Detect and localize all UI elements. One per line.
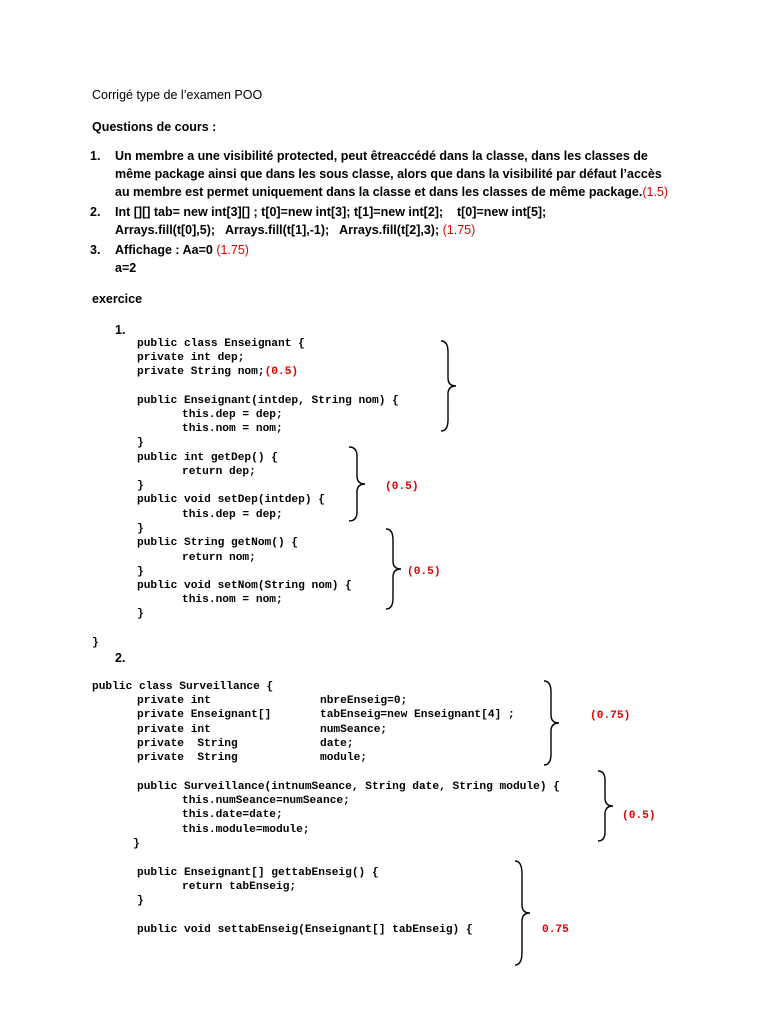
code-line: public class Surveillance { bbox=[92, 681, 274, 693]
question-3 bbox=[90, 241, 675, 277]
code-line: public class Enseignant { bbox=[137, 338, 305, 350]
curly-brace bbox=[348, 446, 370, 522]
code-line: return tabEnseig; bbox=[182, 881, 297, 893]
curly-brace bbox=[440, 340, 460, 432]
question-answer-line: Arrays.fill(t[0],5); Arrays.fill(t[1],-1); Arrays.fill(t[2],3); bbox=[115, 223, 440, 237]
code-line: } bbox=[137, 895, 144, 907]
code-line: private int bbox=[137, 724, 211, 736]
code-score: (0.5) bbox=[264, 366, 299, 378]
code-line: tabEnseig=new Enseignant[4] ; bbox=[320, 709, 515, 721]
code-score: 0.75 bbox=[542, 924, 569, 936]
code-line: public Surveillance(intnumSeance, String date, String module) { bbox=[137, 781, 560, 793]
code-line: public void settabEnseig(Enseignant[] tabEnseig) { bbox=[137, 924, 473, 936]
code-line: return nom; bbox=[182, 552, 256, 564]
question-answer-line: Int [][] tab= new int[3][] ; t[0]=new int[3]; t[1]=new int[2]; t[0]=new int[5]; bbox=[115, 205, 547, 219]
code-line: public Enseignant[] gettabEnseig() { bbox=[137, 867, 379, 879]
code-line: public Enseignant(intdep, String nom) { bbox=[137, 395, 399, 407]
code-line: return dep; bbox=[182, 466, 256, 478]
exercise-part-1-number: 1. bbox=[115, 323, 126, 337]
code-line: this.module=module; bbox=[182, 824, 310, 836]
exercise-title: exercice bbox=[92, 292, 143, 306]
code-line: } bbox=[137, 523, 144, 535]
code-line: } bbox=[137, 566, 144, 578]
document-title: Corrigé type de l’examen POO bbox=[92, 88, 263, 102]
code-line: date; bbox=[320, 738, 354, 750]
question-number: 3. bbox=[90, 243, 101, 257]
question-score: (1.5) bbox=[642, 185, 669, 199]
question-1 bbox=[90, 147, 675, 201]
code-line: public void setDep(intdep) { bbox=[137, 494, 325, 506]
code-line: } bbox=[137, 480, 144, 492]
curly-brace bbox=[597, 770, 619, 842]
code-line: this.nom = nom; bbox=[182, 594, 283, 606]
code-line: public void setNom(String nom) { bbox=[137, 580, 352, 592]
curly-brace bbox=[385, 528, 407, 610]
curly-brace bbox=[514, 860, 536, 966]
code-line: private int bbox=[137, 695, 211, 707]
question-number: 2. bbox=[90, 205, 101, 219]
code-line: this.date=date; bbox=[182, 809, 283, 821]
exercise-part-2-number: 2. bbox=[115, 651, 126, 665]
code-line: public String getNom() { bbox=[137, 537, 299, 549]
code-line: } bbox=[137, 437, 144, 449]
code-line: } bbox=[133, 838, 140, 850]
question-answer-line: Affichage : Aa=0 bbox=[115, 243, 213, 257]
code-line: private String bbox=[137, 752, 238, 764]
code-line: } bbox=[137, 608, 144, 620]
code-line: private Enseignant[] bbox=[137, 709, 272, 721]
code-line: private String bbox=[137, 738, 238, 750]
code-line: private String nom; bbox=[137, 366, 265, 378]
question-number: 1. bbox=[90, 149, 101, 163]
code-line: private int dep; bbox=[137, 352, 245, 364]
code-score: (0.5) bbox=[407, 566, 441, 578]
code-line: module; bbox=[320, 752, 367, 764]
code-line: this.nom = nom; bbox=[182, 423, 283, 435]
code-score: (0.5) bbox=[622, 810, 656, 822]
question-2 bbox=[90, 203, 675, 239]
code-score: (0.75) bbox=[590, 710, 631, 722]
code-line: this.dep = dep; bbox=[182, 509, 283, 521]
code-line: nbreEnseig=0; bbox=[320, 695, 408, 707]
code-line: public int getDep() { bbox=[137, 452, 278, 464]
code-score: (0.5) bbox=[385, 481, 419, 493]
curly-brace bbox=[543, 680, 565, 766]
code-line: this.numSeance=numSeance; bbox=[182, 795, 350, 807]
code-line: this.dep = dep; bbox=[182, 409, 283, 421]
question-score: (1.75) bbox=[216, 243, 249, 257]
section-title: Questions de cours : bbox=[92, 120, 217, 134]
question-answer-line: a=2 bbox=[115, 261, 137, 275]
question-answer-text: Un membre a une visibilité protected, peut êtreaccédé dans la classe, dans les classes de même package ainsi que dans les sous classe, alors que dans la visibilité par défaut l’accès au membre est permet uniquement dans la classe et dans les classes de même package. bbox=[115, 149, 662, 199]
code-line: } bbox=[92, 637, 99, 649]
question-score: (1.75) bbox=[442, 223, 476, 237]
code-line: numSeance; bbox=[320, 724, 388, 736]
